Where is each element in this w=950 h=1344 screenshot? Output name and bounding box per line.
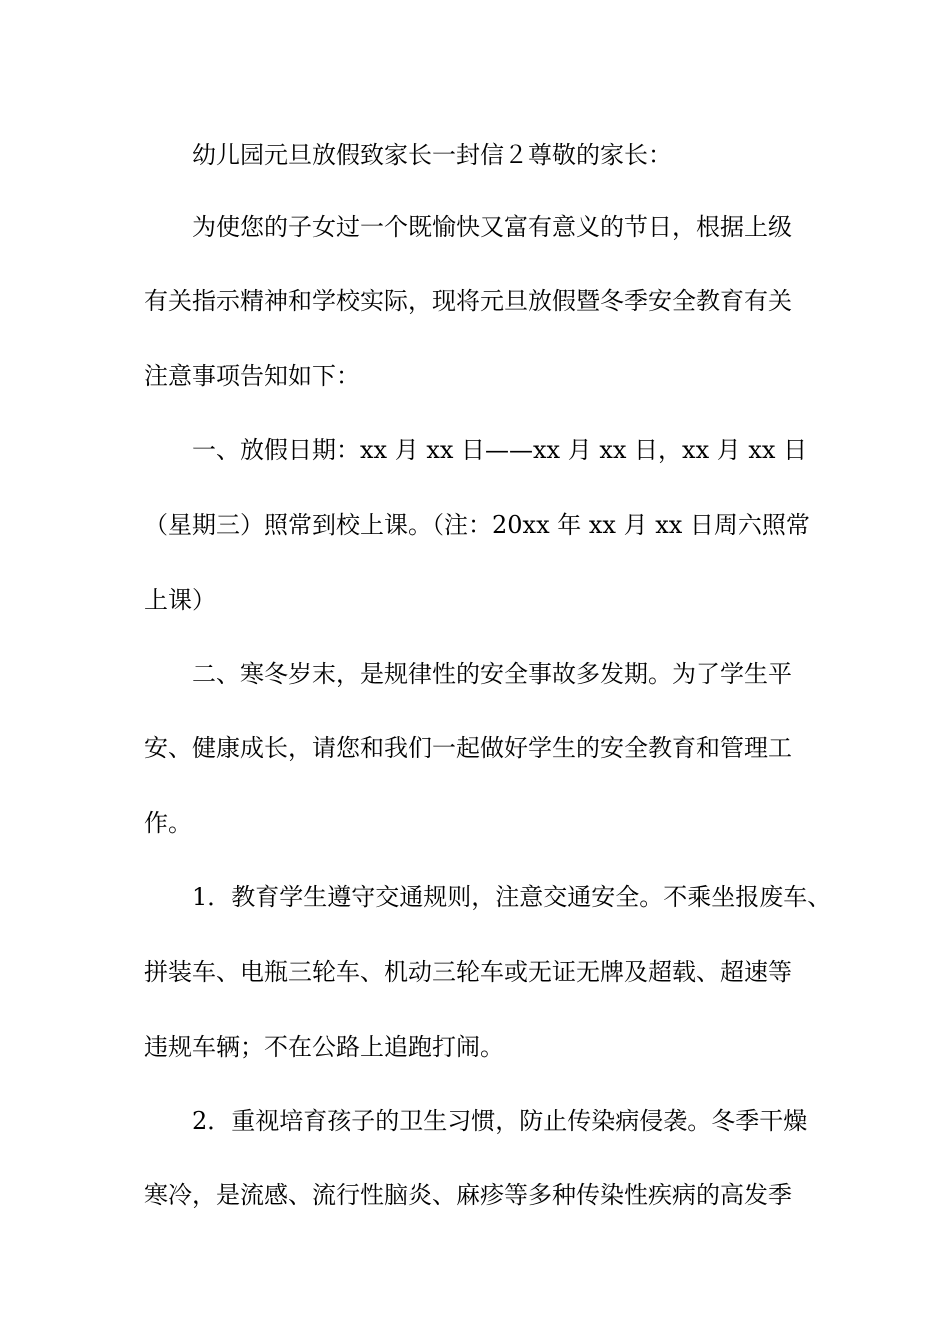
paragraph-line: 一、放假日期：xx 月 xx 日——xx 月 xx 日，xx 月 xx 日 bbox=[192, 436, 808, 464]
paragraph-line: 寒冷，是流感、流行性脑炎、麻疹等多种传染性疾病的高发季 bbox=[144, 1181, 792, 1209]
paragraph-line: 2．重视培育孩子的卫生习惯，防止传染病侵袭。冬季干燥 bbox=[192, 1107, 808, 1135]
paragraph-line: 作。 bbox=[144, 809, 192, 837]
paragraph-line: （星期三）照常到校上课。（注：20xx 年 xx 月 xx 日周六照常 bbox=[144, 511, 810, 539]
paragraph-line: 1．教育学生遵守交通规则，注意交通安全。不乘坐报废车、 bbox=[192, 883, 832, 911]
paragraph-line: 注意事项告知如下： bbox=[144, 362, 360, 390]
paragraph-line: 上课） bbox=[144, 586, 216, 614]
paragraph-line: 安、健康成长，请您和我们一起做好学生的安全教育和管理工 bbox=[144, 734, 792, 762]
paragraph-line: 违规车辆；不在公路上追跑打闹。 bbox=[144, 1033, 504, 1061]
paragraph-line: 拼装车、电瓶三轮车、机动三轮车或无证无牌及超载、超速等 bbox=[144, 958, 792, 986]
paragraph-line: 有关指示精神和学校实际，现将元旦放假暨冬季安全教育有关 bbox=[144, 287, 792, 315]
paragraph-line: 为使您的子女过一个既愉快又富有意义的节日，根据上级 bbox=[192, 213, 792, 241]
paragraph-line: 二、寒冬岁末，是规律性的安全事故多发期。为了学生平 bbox=[192, 660, 792, 688]
document-title-line: 幼儿园元旦放假致家长一封信２尊敬的家长： bbox=[192, 141, 672, 169]
